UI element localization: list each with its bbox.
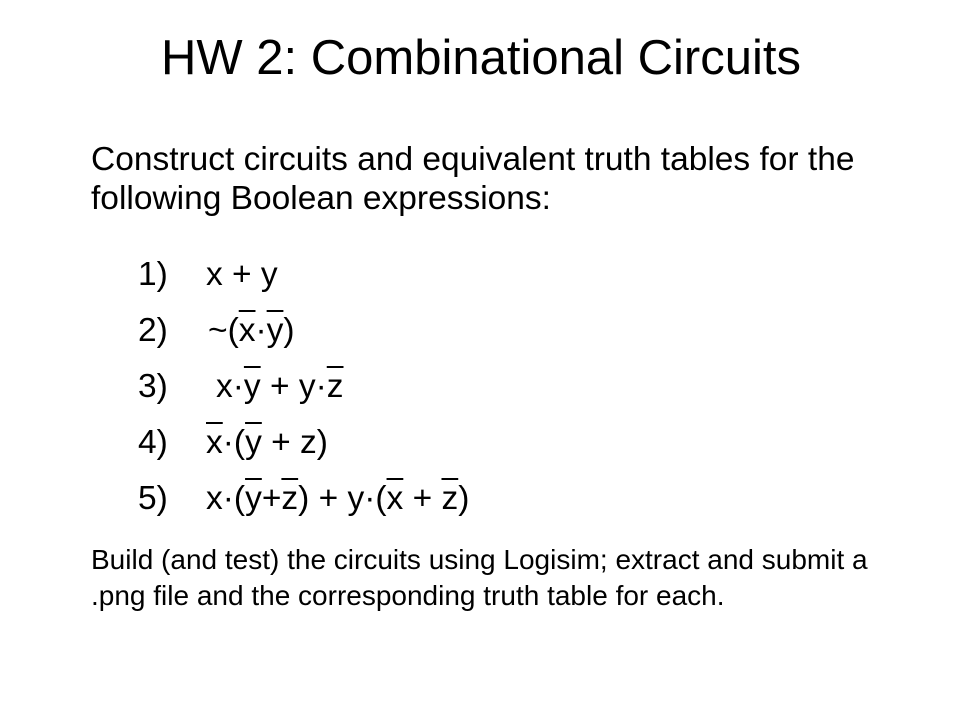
problem-number: 1) [138, 256, 168, 293]
negated-variable: $\overline{x}$ [238, 312, 256, 349]
expression-text: + z) [261, 424, 328, 461]
problem-item [138, 367, 469, 423]
problem-item [138, 311, 469, 367]
negated-variable: $\overline{z}$ [326, 368, 344, 405]
page-title: HW 2: Combinational Circuits [161, 31, 801, 85]
negated-variable: $\overline{y}$ [245, 480, 262, 517]
problem-item [138, 423, 469, 479]
expression-text: x + y [206, 256, 278, 293]
boolean-expression [206, 424, 328, 461]
negated-variable: $\overline{y}$ [266, 312, 284, 349]
boolean-expression [206, 256, 278, 293]
negated-variable: $\overline{y}$ [243, 368, 261, 405]
instructions-intro: Construct circuits and equivalent truth tables for the following Boolean expressions: [91, 141, 855, 217]
expression-text: ~( [208, 312, 239, 349]
problem-number: 3) [138, 368, 168, 405]
expression-text: · [255, 312, 267, 349]
boolean-expression [208, 312, 295, 349]
problem-number: 4) [138, 424, 168, 461]
problem-item [138, 255, 469, 311]
instructions-outro: Build (and test) the circuits using Logisim; extract and submit a .png file and the corresponding truth table for each. [91, 544, 868, 611]
expression-text: + [261, 480, 282, 517]
expression-text: ) [283, 312, 295, 349]
negated-variable: $\overline{x}$ [206, 424, 223, 461]
expression-text: + y· [260, 368, 327, 405]
expression-text: ) + y·( [298, 480, 387, 517]
boolean-expression [216, 368, 344, 405]
negated-variable: $\overline{y}$ [245, 424, 262, 461]
expression-text: + [403, 480, 442, 517]
negated-variable: $\overline{x}$ [386, 480, 404, 517]
expression-text: x· [216, 368, 244, 405]
problem-number: 5) [138, 480, 168, 517]
negated-variable: $\overline{z}$ [281, 480, 299, 517]
boolean-expression [206, 480, 469, 517]
expression-text: ·( [222, 424, 246, 461]
expression-text: ) [458, 480, 470, 517]
problem-item [138, 479, 469, 535]
problem-number: 2) [138, 312, 168, 349]
expression-text: x·( [206, 480, 246, 517]
negated-variable: $\overline{z}$ [441, 480, 459, 517]
problem-list [138, 255, 469, 535]
